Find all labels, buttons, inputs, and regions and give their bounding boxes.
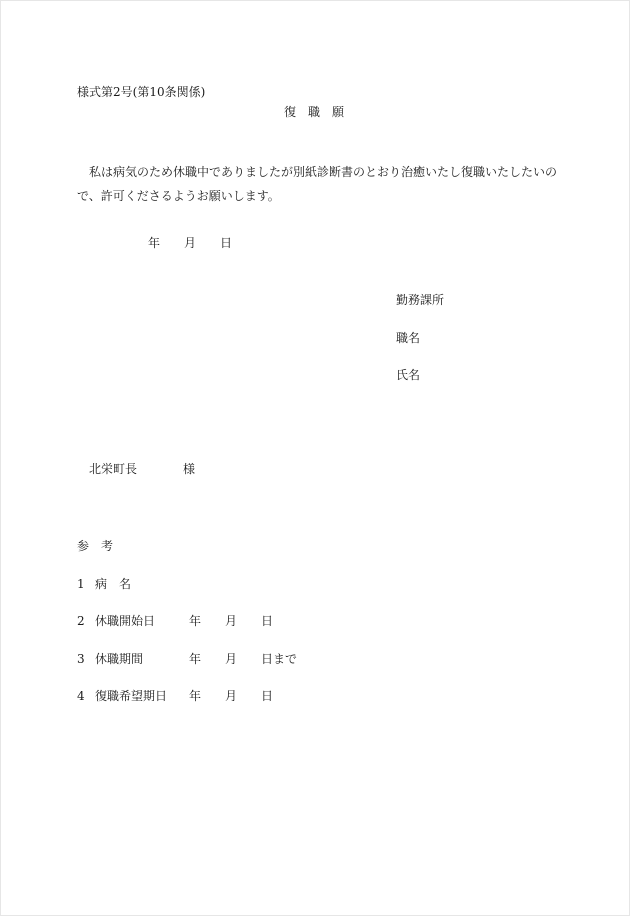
reference-item-year: 年 [189, 689, 202, 703]
date-year-label: 年 [148, 236, 161, 250]
reference-item-number: 1 [77, 577, 85, 591]
paragraph-line-1: 私は病気のため休職中でありましたが別紙診断書のとおり治癒いたし復職いたしたいの [89, 165, 558, 179]
reference-heading: 参 考 [77, 539, 114, 553]
reference-item-month: 月 [225, 614, 238, 628]
addressee-honorific: 様 [183, 462, 196, 476]
reference-item-day: 日まで [261, 652, 298, 666]
reference-item-number: 4 [77, 689, 85, 703]
reference-item-month: 月 [225, 652, 238, 666]
position-label: 職名 [396, 331, 421, 345]
reference-item-month: 月 [225, 689, 238, 703]
request-paragraph [77, 160, 557, 208]
reference-item-day: 日 [261, 614, 274, 628]
reference-item-day: 日 [261, 689, 274, 703]
reference-item-number: 3 [77, 652, 85, 666]
name-label: 氏名 [396, 368, 421, 382]
document-title: 復 職 願 [284, 105, 345, 119]
date-day-label: 日 [220, 236, 233, 250]
form-number: 様式第2号(第10条関係) [77, 85, 206, 99]
reference-item-year: 年 [189, 652, 202, 666]
reference-item-label: 休職期間 [95, 652, 144, 666]
reference-item-number: 2 [77, 614, 85, 628]
reference-item-year: 年 [189, 614, 202, 628]
reference-item-label: 復職希望期日 [95, 689, 168, 703]
reference-item-label: 休職開始日 [95, 614, 156, 628]
addressee-name: 北栄町長 [89, 462, 138, 476]
workplace-label: 勤務課所 [396, 293, 445, 307]
date-month-label: 月 [184, 236, 197, 250]
reference-item-label: 病 名 [95, 577, 132, 591]
paragraph-line-2: で、許可くださるようお願いします。 [77, 189, 280, 203]
